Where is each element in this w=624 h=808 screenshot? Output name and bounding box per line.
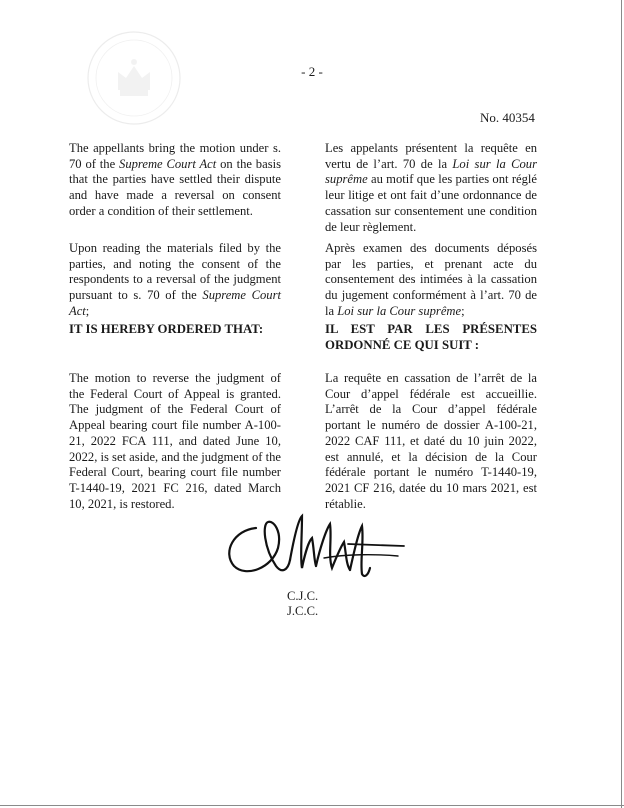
text-run: ; [85,303,90,318]
order-text: La requête en cassation de l’arrêt de la Cour d’appel fédérale est accueillie. L’arrêt de la Cour d’appel fédérale portant le numéro de dossier A-100-21, 2022 CAF 111, et daté du 10 juin 2022, est annulé, et la décision de la Cour fédérale portant le numéro T-1440-19, 2021 CF 216, datée du 10 mars 2021, est rétablie. [325,371,537,511]
french-paragraph-3 [325,371,537,512]
page-border-right [621,0,622,808]
french-paragraph-1 [325,141,537,235]
text-run: Les appelants présentent la requête en vertu de l’art. 70 de la [325,141,537,171]
statute-name: Loi sur la Cour suprême [325,156,537,187]
statute-name: Supreme Court Act [119,156,217,171]
order-text: The motion to reverse the judgment of the Federal Court of Appeal is granted. The judgment of the Federal Court of Appeal bearing court file number A-100-21, 2022 FCA 111, and dated June 10, 2022, is set aside, and the judgment of the Federal Court, bearing court file number T-1440-19, 2021 FC 216, dated March 10, 2021, is restored. [69,371,281,511]
english-paragraph-3 [69,371,281,512]
french-order-heading [325,322,537,353]
statute-name: Loi sur la Cour suprême [337,303,462,318]
signature-title-en: C.J.C. [287,589,319,603]
english-order-heading: IT IS HEREBY ORDERED THAT: [69,322,264,336]
text-run: on the basis that the parties have settled their dispute and have made a reversal on consent order a condition of their settlement. [69,156,281,218]
english-paragraph-1 [69,141,281,220]
file-number: No. 40354 [480,110,535,125]
page-number: - 2 - [301,64,323,79]
text-run: Upon reading the materials filed by the parties, and noting the consent of the respondents to a reversal of the judgment pursuant to s. 70 of the [69,241,281,303]
french-paragraph-2 [325,241,537,320]
text-run: ; [461,303,465,318]
text-run: The appellants bring the motion under s. 70 of the [69,141,281,171]
text-run: au motif que les parties ont réglé leur litige et ont fait d’une ordonnance de cassation sur consentement une condition de leur règlement. [325,172,537,234]
handwritten-signature [216,508,406,584]
english-paragraph-2 [69,241,281,320]
heading-line: ORDONNÉ CE QUI SUIT : [325,337,480,352]
text-run: Après examen des documents déposés par les parties, et prenant acte du consentement des intimées à la cassation du jugement conformément à l’art. 70 de la [325,241,537,318]
statute-name: Supreme Court Act [69,288,281,318]
signature-title-fr: J.C.C. [287,604,319,618]
page-border-bottom [0,805,624,806]
heading-line: IL EST PAR LES PRÉSENTES [325,322,537,336]
